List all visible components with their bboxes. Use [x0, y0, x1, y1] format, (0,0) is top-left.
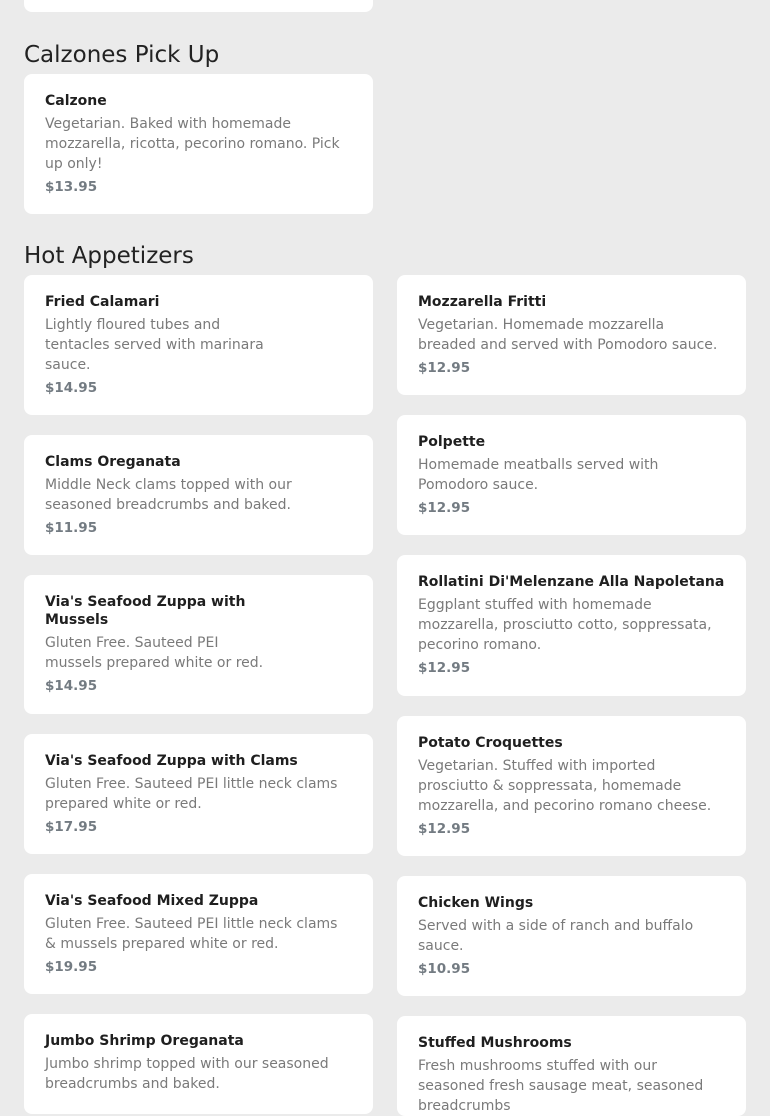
item-price: $13.95: [45, 179, 98, 195]
item-name: Clams Oreganata: [45, 454, 181, 470]
item-description: Lightly floured tubes and tentacles served with marinara sauce.: [45, 317, 264, 373]
menu-item-card[interactable]: [24, 275, 373, 415]
item-description: Vegetarian. Stuffed with imported prosciutto & soppressata, homemade mozzarella, and pecorino romano cheese.: [418, 758, 712, 814]
item-name: Chicken Wings: [418, 895, 534, 911]
item-description: Middle Neck clams topped with our seasoned breadcrumbs and baked.: [45, 477, 292, 513]
section-title: Hot Appetizers: [24, 243, 194, 269]
menu-item-card[interactable]: [397, 415, 746, 535]
item-name: Via's Seafood Mixed Zuppa: [45, 893, 259, 909]
item-price: $12.95: [418, 660, 471, 676]
menu-item-card[interactable]: [397, 1016, 746, 1116]
item-price: $12.95: [418, 500, 471, 516]
item-name: Stuffed Mushrooms: [418, 1035, 572, 1051]
item-name: Potato Croquettes: [418, 735, 563, 751]
item-name: Polpette: [418, 434, 486, 450]
item-name: Mozzarella Fritti: [418, 294, 547, 310]
menu-item-card[interactable]: [397, 555, 746, 696]
menu-item-card[interactable]: [24, 575, 373, 714]
menu-item-card[interactable]: [24, 734, 373, 854]
menu-item-card[interactable]: [24, 74, 373, 214]
item-price: $17.95: [45, 819, 98, 835]
item-description: Eggplant stuffed with homemade mozzarella, prosciutto cotto, soppressata, pecorino romano.: [418, 597, 712, 653]
item-description: Gluten Free. Sauteed PEI little neck clams & mussels prepared white or red.: [45, 916, 338, 952]
item-price: $12.95: [418, 360, 471, 376]
item-name: Calzone: [45, 93, 107, 109]
item-price: $14.95: [45, 380, 98, 396]
item-name: Rollatini Di'Melenzane Alla Napoletana: [418, 574, 725, 590]
menu-item-card[interactable]: [24, 874, 373, 994]
menu-item-card-partial[interactable]: [24, 0, 373, 12]
item-price: $19.95: [45, 959, 98, 975]
menu-item-card[interactable]: [397, 716, 746, 856]
item-price: $14.95: [45, 678, 98, 694]
menu-item-card[interactable]: [24, 435, 373, 555]
item-name: Jumbo Shrimp Oreganata: [45, 1033, 244, 1049]
item-price: $11.95: [45, 520, 98, 536]
item-name: Fried Calamari: [45, 294, 160, 310]
menu-item-card[interactable]: [24, 1014, 373, 1114]
item-price: $12.95: [418, 821, 471, 837]
item-description: Jumbo shrimp topped with our seasoned breadcrumbs and baked.: [45, 1056, 329, 1092]
item-description: Gluten Free. Sauteed PEI mussels prepared white or red.: [45, 635, 264, 671]
item-description: Served with a side of ranch and buffalo sauce.: [418, 918, 694, 954]
section-title: Calzones Pick Up: [24, 42, 220, 68]
item-name: Via's Seafood Zuppa with Clams: [45, 753, 298, 769]
item-description: Fresh mushrooms stuffed with our seasoned fresh sausage meat, seasoned breadcrumbs: [418, 1058, 704, 1114]
item-description: Homemade meatballs served with Pomodoro sauce.: [418, 457, 659, 493]
item-price: $10.95: [418, 961, 471, 977]
item-description: Vegetarian. Homemade mozzarella breaded and served with Pomodoro sauce.: [418, 317, 718, 353]
menu-item-card[interactable]: [397, 876, 746, 996]
item-description: Vegetarian. Baked with homemade mozzarella, ricotta, pecorino romano. Pick up only!: [45, 116, 340, 172]
menu-item-card[interactable]: [397, 275, 746, 395]
item-description: Gluten Free. Sauteed PEI little neck clams prepared white or red.: [45, 776, 338, 812]
item-name: Via's Seafood Zuppa with Mussels: [45, 594, 246, 628]
